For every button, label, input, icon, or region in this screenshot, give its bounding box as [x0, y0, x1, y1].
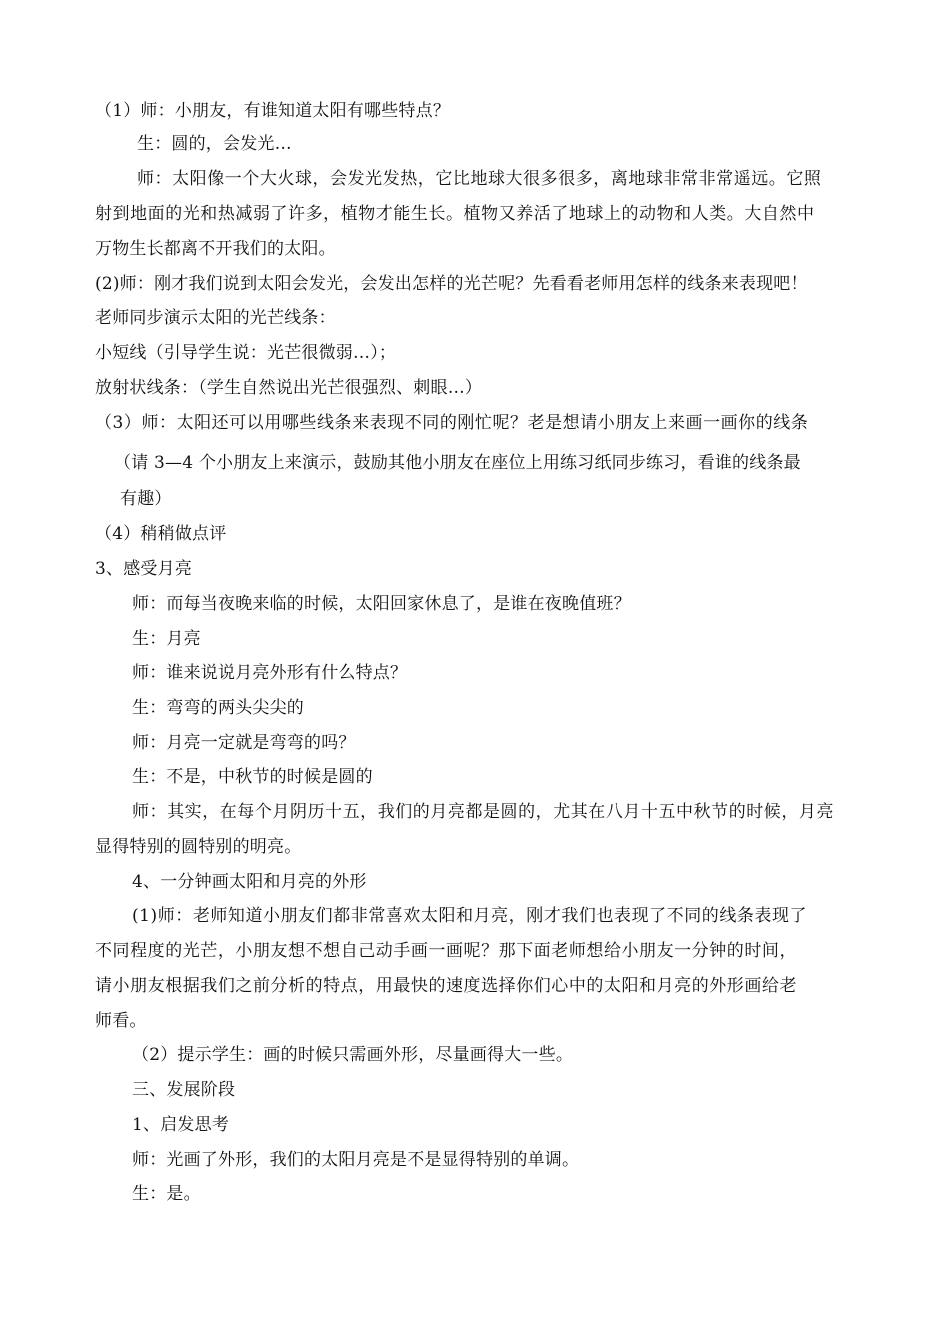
- paragraph-line-26: 请小朋友根据我们之前分析的特点，用最快的速度选择你们心中的太阳和月亮的外形画给老: [95, 976, 797, 996]
- paragraph-line-16: 生：月亮: [132, 629, 201, 649]
- section-heading-inspire: 1、启发思考: [132, 1115, 230, 1135]
- paragraph-line-20: 生：不是，中秋节的时候是圆的: [132, 767, 373, 787]
- section-heading-drawing: 4、一分钟画太阳和月亮的外形: [132, 872, 367, 892]
- paragraph-line-28: （2）提示学生：画的时候只需画外形，尽量画得大一些。: [132, 1045, 574, 1065]
- paragraph-line-4: 射到地面的光和热减弱了许多，植物才能生长。植物又养活了地球上的动物和人类。大自然中: [95, 204, 815, 224]
- paragraph-line-9: 放射状线条：（学生自然说出光芒很强烈、刺眼…）: [95, 378, 483, 398]
- paragraph-line-21: 师：其实，在每个月阴历十五，我们的月亮都是圆的，尤其在八月十五中秋节的时候，月亮: [132, 802, 834, 822]
- paragraph-line-13: （4）稍稍做点评: [95, 524, 227, 544]
- paragraph-line-8: 小短线（引导学生说：光芒很微弱…）；: [95, 343, 397, 363]
- paragraph-line-31: 师：光画了外形，我们的太阳月亮是不是显得特别的单调。: [132, 1150, 580, 1170]
- paragraph-line-18: 生：弯弯的两头尖尖的: [132, 698, 304, 718]
- section-heading-development: 三、发展阶段: [132, 1080, 236, 1100]
- paragraph-line-32: 生：是。: [132, 1184, 201, 1204]
- paragraph-line-10: （3）师：太阳还可以用哪些线条来表现不同的刚忙呢？老是想请小朋友上来画一画你的线条: [95, 413, 809, 433]
- paragraph-line-11: （请 3—4 个小朋友上来演示，鼓励其他小朋友在座位上用练习纸同步练习，看谁的线条最: [114, 453, 801, 473]
- section-heading-moon: 3、感受月亮: [95, 559, 193, 579]
- paragraph-line-12: 有趣）: [120, 489, 172, 509]
- paragraph-line-27: 师看。: [95, 1011, 147, 1031]
- paragraph-line-19: 师：月亮一定就是弯弯的吗？: [132, 733, 356, 753]
- paragraph-line-22: 显得特别的圆特别的明亮。: [95, 837, 302, 857]
- paragraph-line-5: 万物生长都离不开我们的太阳。: [95, 239, 336, 259]
- paragraph-line-6: (2)师：刚才我们说到太阳会发光，会发出怎样的光芒呢？先看看老师用怎样的线条来表现吧！: [95, 274, 808, 294]
- paragraph-line-2: 生：圆的，会发光…: [137, 134, 292, 154]
- paragraph-line-7: 老师同步演示太阳的光芒线条：: [95, 308, 336, 328]
- paragraph-line-15: 师：而每当夜晚来临的时候，太阳回家休息了，是谁在夜晚值班？: [132, 594, 631, 614]
- paragraph-line-25: 不同程度的光芒，小朋友想不想自己动手画一画呢？那下面老师想给小朋友一分钟的时间，: [95, 941, 797, 961]
- paragraph-line-24: (1)师：老师知道小朋友们都非常喜欢太阳和月亮，刚才我们也表现了不同的线条表现了: [132, 906, 808, 926]
- paragraph-line-3: 师：太阳像一个大火球，会发光发热，它比地球大很多很多，离地球非常非常遥远。它照: [137, 169, 822, 189]
- paragraph-line-1: （1）师：小朋友，有谁知道太阳有哪些特点？: [95, 101, 451, 121]
- paragraph-line-17: 师：谁来说说月亮外形有什么特点？: [132, 663, 408, 683]
